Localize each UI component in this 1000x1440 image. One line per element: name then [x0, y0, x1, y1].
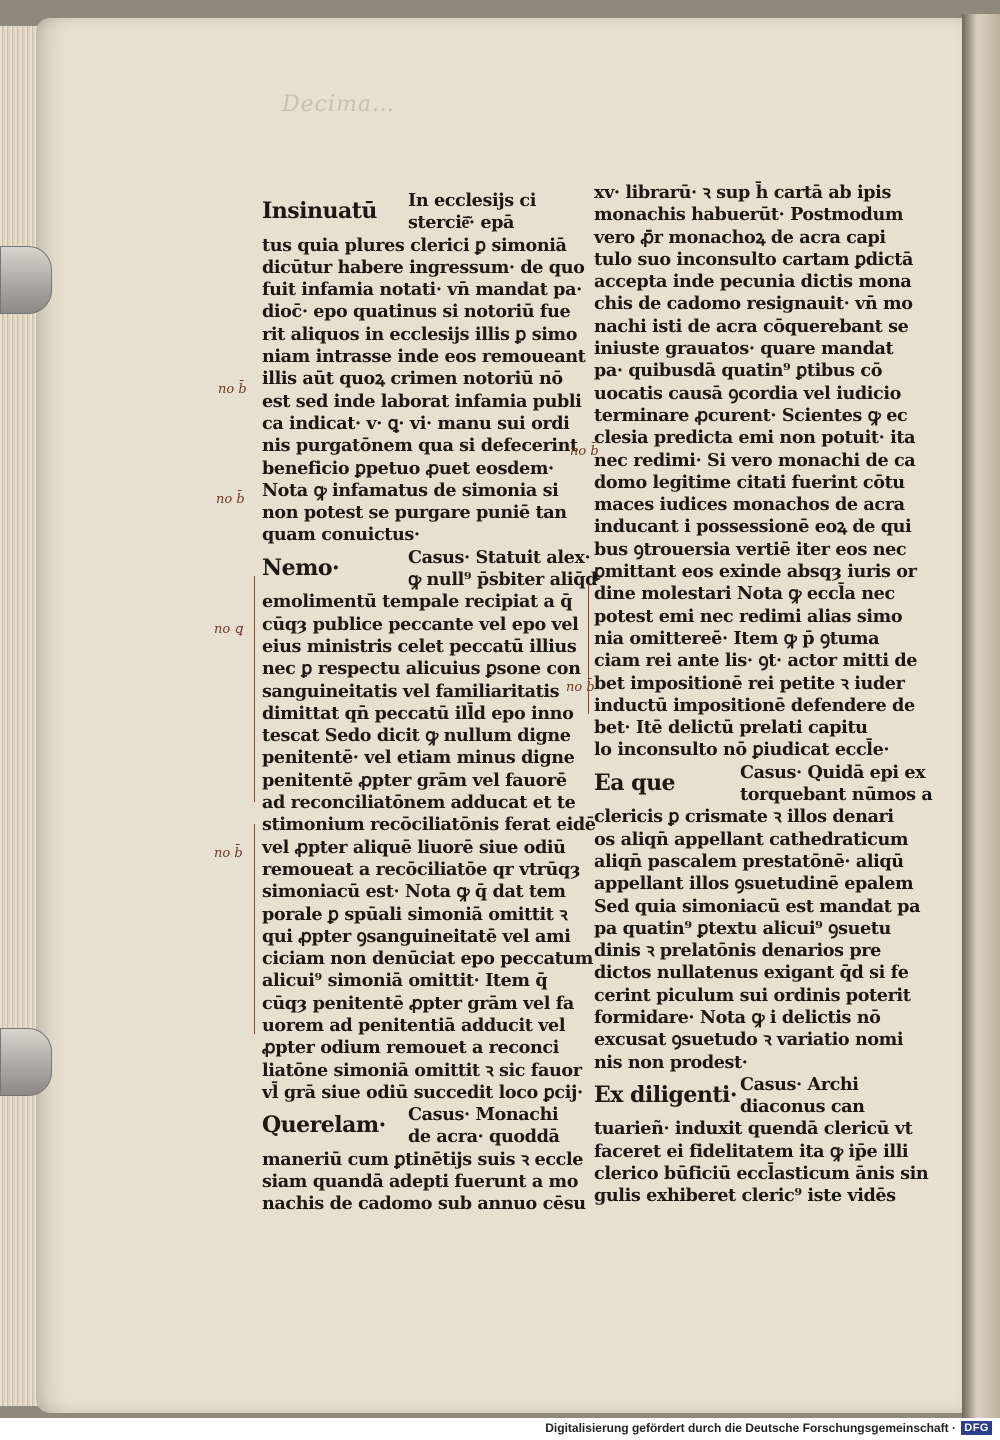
text-line: os aliqn̄ appellant cathedraticum [594, 828, 909, 850]
text-line: ꝓpter odium remouet a reconci [262, 1037, 559, 1059]
text-line: vel ꝓpter aliquē liuorē siue odiū [262, 836, 566, 858]
casus-line: diaconus can [740, 1096, 865, 1118]
text-line: clerico būficiū eccl̄asticum ānis sin [594, 1163, 929, 1185]
text-line: uorem ad penitentiā adducit vel [262, 1014, 566, 1036]
text-line: vero ꝓ̄r monachoꝝ de acra capi [594, 226, 886, 248]
text-line: nis purgatōnem qua si defecerint [262, 435, 578, 457]
text-line: aliqn̄ pascalem prestatōnē· aliqū [594, 850, 904, 872]
text-line: xv· librarū· ꝛ sup h̄ cartā ab ipis [594, 182, 891, 203]
casus-text [408, 1104, 560, 1149]
casus-line: Casus· Monachi [408, 1104, 559, 1126]
text-line: nachi isti de acra cōquerebant se [594, 315, 909, 337]
text-line: domo legitime citati fuerint cōtu [594, 471, 905, 493]
rubric-heading-row [262, 546, 597, 592]
margin-bracket [588, 584, 589, 714]
text-line: siam quandā adepti fuerunt a mo [262, 1171, 579, 1193]
rubric-heading-row [262, 1104, 562, 1149]
text-line: gulis exhiberet cleric⁹ iste vidēs [594, 1185, 896, 1207]
text-line: tulo suo inconsulto cartam ꝑdictā [594, 248, 913, 270]
casus-text [408, 190, 536, 235]
text-line: inductū impositionē defendere de [594, 694, 915, 716]
text-line: iniuste grauatos· quare mandat [594, 338, 894, 360]
text-line: bus ꝯtrouersia vertiē iter eos nec [594, 538, 907, 560]
text-line: Nota ꝙ infamatus de simonia si [262, 479, 559, 501]
text-line: maneriū cum ꝑtinētijs suis ꝛ eccle [262, 1148, 584, 1170]
text-line: stimonium recōciliatōnis ferat eidē [262, 814, 596, 836]
text-line: inducant i possessionē eoꝝ de qui [594, 516, 912, 538]
text-line: pa quatin⁹ ꝑtextu alicui⁹ ꝯsuetu [594, 917, 891, 939]
rubric-heading-row [262, 190, 562, 235]
dfg-logo: DFG [961, 1421, 992, 1435]
text-line: alicui⁹ simoniā omittit· Item q̄ [262, 970, 548, 992]
marginal-note: no b̄ [566, 680, 595, 695]
text-line: nec ꝑ respectu alicuius ꝑsone con [262, 658, 581, 680]
text-line: ciciam non denūciat epo peccatum [262, 948, 593, 970]
text-line: Sed quia simoniacū est mandat pa [594, 895, 921, 917]
text-line: formidare· Nota ꝙ i delictis nō [594, 1006, 881, 1028]
text-line: ꝑmittant eos exinde absqȝ iuris or [594, 561, 917, 583]
casus-text [408, 547, 597, 592]
text-line: clesia predicta emi non potuit· ita [594, 427, 916, 449]
casus-line: Casus· Archi [740, 1073, 859, 1095]
text-line: fuit infamia notati· vn̄ mandat pa· [262, 279, 582, 301]
text-line: potest emi nec redimi alias simo [594, 605, 903, 627]
text-line: liatōne simoniā omittit ꝛ sic fauor [262, 1059, 582, 1081]
text-line: maces iudices monachos de acra [594, 494, 905, 516]
text-line: vl̄ grā siue odiū succedit loco ꝑcij· [262, 1081, 583, 1103]
text-line: faceret ei fidelitatem ita ꝙ ip̄e illi [594, 1140, 909, 1162]
text-line: qui ꝓpter ꝯsanguineitatē vel ami [262, 925, 571, 947]
rubric-heading: Ea que [594, 769, 676, 796]
text-line: tus quia plures clerici ꝑ simoniā [262, 234, 567, 256]
text-line: nec redimi· Si vero monachi de ca [594, 449, 916, 471]
casus-line: torquebant nūmos a [740, 784, 933, 806]
text-line: dinis ꝛ prelatōnis denarios pre [594, 940, 881, 962]
text-line: accepta inde pecunia dictis mona [594, 271, 912, 293]
marginal-note: no ꝗ [214, 622, 243, 637]
marginal-note: no b̄ [218, 382, 247, 397]
text-line: tuarieñ· induxit quendā clericū vt [594, 1118, 913, 1140]
funding-credit: Digitalisierung gefördert durch die Deutsche Forschungsgemeinschaft · [545, 1421, 956, 1435]
text-line: nia omittereē· Item ꝙ p̄ ꝯtuma [594, 627, 880, 649]
text-line: eius ministris celet peccatū illius [262, 635, 577, 657]
rubric-heading: Nemo· [262, 554, 340, 581]
text-line: cūqȝ penitentē ꝓpter grām vel fa [262, 992, 574, 1014]
rubric-heading: Ex diligenti· [594, 1081, 738, 1108]
casus-line: Casus· Statuit alex· [408, 546, 591, 568]
text-line: clericis ꝑ crismate ꝛ illos denari [594, 806, 894, 828]
text-line: ciam rei ante lis· ꝯt· actor mitti de [594, 650, 918, 672]
margin-bracket [254, 824, 255, 1034]
text-line: nachis de cadomo sub annuo cēsu [262, 1193, 586, 1215]
rubric-heading-row [594, 1074, 888, 1119]
margin-bracket [254, 576, 255, 802]
text-line: appellant illos ꝯsuetudinē epalem [594, 873, 914, 895]
text-line: cūqȝ publice peccante vel epo vel [262, 613, 579, 635]
casus-line: sterciē͂· epā [408, 212, 515, 234]
text-line: bet impositionē rei petite ꝛ iuder [594, 672, 905, 694]
text-line: penitentē· vel etiam minus digne [262, 747, 575, 769]
footer-bar [0, 1418, 1000, 1440]
text-line: ad reconciliatōnem adducat et te [262, 792, 576, 814]
casus-line: In ecclesijs ci [408, 190, 537, 211]
rubric-heading-row [594, 761, 933, 807]
text-line: niam intrasse inde eos remoueant [262, 346, 586, 368]
text-line: non potest se purgare puniē tan [262, 502, 567, 524]
casus-line: de acra· quoddā [408, 1126, 560, 1148]
text-line: quam conuictus· [262, 524, 420, 546]
text-line: uocatis causā ꝯcordia vel iudicio [594, 382, 901, 404]
marginal-note: no b̄ [214, 846, 243, 861]
right-text-column [594, 182, 933, 1208]
text-line: pa· quibusdā quatin⁹ ꝑtibus cō [594, 360, 883, 382]
text-line: dimittat qn̄ peccatū ill̄d epo inno [262, 702, 574, 724]
facing-page-edge [962, 14, 1000, 1418]
text-line: beneficio ꝑpetuo ꝓuet eosdem· [262, 457, 554, 479]
text-line: penitentē ꝓpter grām vel fauorē [262, 769, 567, 791]
text-line: ca indicat· v· ꝗ· vi· manu sui ordi [262, 412, 570, 434]
text-line: porale ꝑ spūali simoniā omittit ꝛ [262, 903, 568, 925]
text-line: rit aliquos in ecclesijs illis ꝑ simo [262, 323, 578, 345]
text-line: lo inconsulto nō ꝑiudicat eccl̄e· [594, 739, 890, 761]
casus-text [740, 762, 932, 807]
casus-text [740, 1074, 865, 1119]
book-clip-bottom [0, 1028, 52, 1096]
text-line: simoniacū est· Nota ꝙ q̄ dat tem [262, 881, 566, 903]
rubric-heading: Querelam· [262, 1112, 386, 1139]
text-line: nis non prodest· [594, 1051, 748, 1073]
text-line: dine molestari Nota ꝙ eccl̄a nec [594, 583, 895, 605]
text-line: monachis habuerūt· Postmodum [594, 204, 904, 226]
text-line: excusat ꝯsuetudo ꝛ variatio nomi [594, 1029, 904, 1051]
text-line: chis de cadomo resignauit· vn̄ mo [594, 293, 913, 315]
text-line: sanguineitatis vel familiaritatis [262, 680, 560, 702]
text-line: dicūtur habere ingressum· de quo [262, 256, 585, 278]
show-through-text: Decima… [282, 92, 395, 117]
text-line: emolimentū tempale recipiat a q̄ [262, 591, 573, 613]
text-line: cerint piculum sui ordinis poterit [594, 984, 911, 1006]
text-line: tescat Sedo dicit ꝙ nullum digne [262, 725, 571, 747]
text-line: bet· Itē delictū prelati capitu [594, 717, 868, 739]
book-clip-top [0, 246, 52, 314]
casus-line: ꝙ null⁹ p̄sbiter aliq̄d [408, 569, 597, 591]
text-line: remoueat a recōciliatōe qr vtrūqȝ [262, 858, 581, 880]
text-line: dioc̄· epo quatinus si notoriū fue [262, 301, 571, 323]
marginal-note: no b̄ [216, 492, 245, 507]
text-line: dictos nullatenus exigant q̄d si fe [594, 962, 909, 984]
casus-line: Casus· Quidā epi ex [740, 761, 926, 783]
rubric-heading: Insinuatū [262, 198, 377, 224]
marginal-note: no b̄ [570, 444, 599, 459]
text-line: est sed inde laborat infamia publi [262, 390, 582, 412]
text-line: illis aūt quoꝝ crimen notoriū nō [262, 368, 563, 390]
text-line: terminare ꝓcurent· Scientes ꝙ ec [594, 404, 908, 426]
